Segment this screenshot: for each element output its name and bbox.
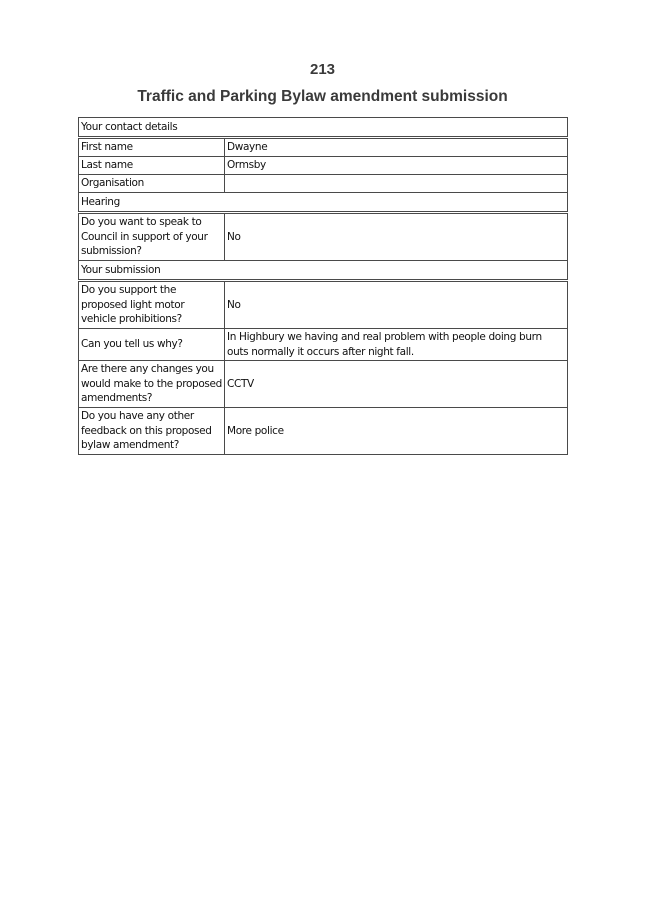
- section-header-contact-details: [79, 118, 568, 138]
- section-header-label: Hearing: [79, 193, 568, 213]
- field-label: Organisation: [79, 175, 225, 193]
- submission-form-table: [78, 117, 568, 455]
- field-value-first-name: Dwayne: [225, 138, 568, 157]
- field-value-proposed-changes: CCTV: [225, 361, 568, 408]
- field-value-organisation: [225, 175, 568, 193]
- table-row-organisation: [79, 175, 568, 193]
- field-value-last-name: Ormsby: [225, 157, 568, 175]
- field-label: Are there any changes you would make to the proposed amendments?: [79, 361, 225, 408]
- table-row-speak-to-council: [79, 213, 568, 261]
- field-label: Do you want to speak to Council in support of your submission?: [79, 213, 225, 261]
- field-value-other-feedback: More police: [225, 408, 568, 455]
- table-row-other-feedback: [79, 408, 568, 455]
- table-row-proposed-changes: [79, 361, 568, 408]
- section-header-hearing: [79, 193, 568, 213]
- section-header-your-submission: [79, 261, 568, 281]
- field-label: Can you tell us why?: [79, 329, 225, 361]
- section-header-label: Your submission: [79, 261, 568, 281]
- field-label: First name: [79, 138, 225, 157]
- field-value-speak-to-council: No: [225, 213, 568, 261]
- page-number: 213: [309, 61, 336, 78]
- table-row-tell-us-why: [79, 329, 568, 361]
- section-header-label: Your contact details: [79, 118, 568, 138]
- field-label: Do you have any other feedback on this proposed bylaw amendment?: [79, 408, 225, 455]
- table-row-last-name: [79, 157, 568, 175]
- field-value-support-prohibitions: No: [225, 281, 568, 329]
- table-row-support-prohibitions: [79, 281, 568, 329]
- field-value-tell-us-why: In Highbury we having and real problem with people doing burn outs normally it occurs after night fall.: [225, 329, 568, 361]
- field-label: Do you support the proposed light motor vehicle prohibitions?: [79, 281, 225, 329]
- document-title: Traffic and Parking Bylaw amendment submission: [137, 88, 508, 105]
- field-label: Last name: [79, 157, 225, 175]
- table-row-first-name: [79, 138, 568, 157]
